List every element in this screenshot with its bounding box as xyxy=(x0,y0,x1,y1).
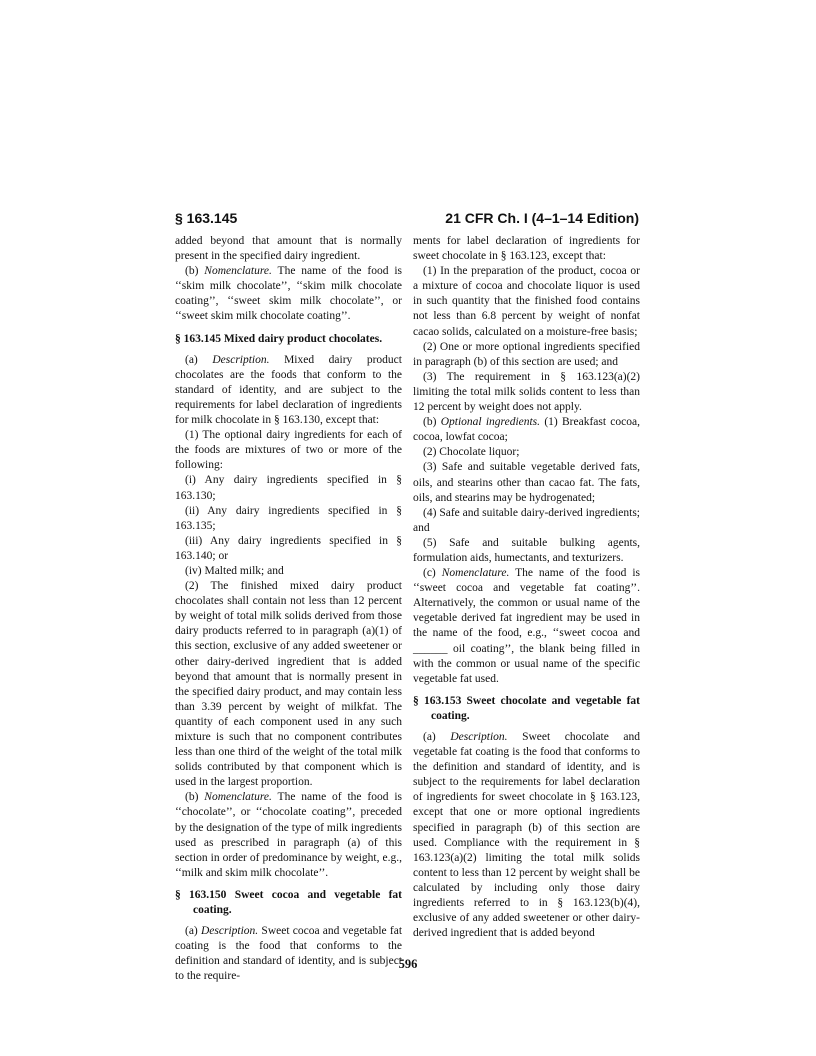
paragraph: (iv) Malted milk; and xyxy=(185,564,284,577)
paragraph: (2) The finished mixed dairy product chocolates shall contain not less than 12 percent by weight of total milk solids derived from those dairy products referred to in paragraph (a)(1) of this section, exclusive of any added sweetener or other dairy-derived ingredient that is added beyond that amount that is normally present in the specified dairy product, and may contain less than 3.39 percent by weight of milkfat. The quantity of each component used in any such mixture is such that no component contributes less than one third of the weight of the total milk solids contributed by that component which is used in the largest proportion. xyxy=(175,580,402,789)
paragraph: ments for label declaration of ingredients for sweet chocolate in § 163.123, except that: xyxy=(413,235,640,263)
paragraph: (3) The requirement in § 163.123(a)(2) limiting the total milk solids content to less than 12 percent by weight does not apply. xyxy=(413,370,640,414)
paragraph-label: (b) xyxy=(423,416,437,429)
paragraph-text: The name of the food is ‘‘sweet cocoa and vegetable fat coating’’. Alternatively, the common or usual name of the vegetable derived fat ingredient may be used in the name of the food, e.g., ‘‘sweet cocoa and ______ oil coating’’, the blank being filled in with the common or usual name of the specific vegetable fat used. xyxy=(413,567,640,685)
paragraph: (4) Safe and suitable dairy-derived ingredients; and xyxy=(413,506,640,534)
paragraph xyxy=(413,566,640,687)
paragraph-heading: Nomenclature. xyxy=(441,567,510,580)
paragraph-heading: Nomenclature. xyxy=(204,265,272,278)
paragraph-label: (b) xyxy=(185,791,199,804)
paragraph-heading: Nomenclature. xyxy=(204,791,272,804)
paragraph-text: Sweet chocolate and vegetable fat coating is the food that conforms to the definition and standard of identity, and is subject to the requirements for label declaration of ingredients for sweet chocolate in § 163.123, except that one or more optional ingredients specified in paragraph (b) of this section are used. Compliance with the requirement in § 163.123(a)(2) limiting the total milk solids content to less than 12 percent by weight shall be calculated by including only those dairy ingredients referred to in § 163.123(b)(4), exclusive of any added sweetener or other dairy-derived ingredient that is added beyond xyxy=(413,731,641,940)
paragraph xyxy=(175,924,402,984)
paragraph xyxy=(175,353,402,428)
paragraph: (2) Chocolate liquor; xyxy=(423,446,520,459)
paragraph-text: Mixed dairy product chocolates are the foods that conform to the standard of identity, and are subject to the requirements for label declaration of ingredients for milk chocolate in § 163.130, except that: xyxy=(175,353,402,427)
paragraph-label: (a) xyxy=(185,925,198,938)
paragraph: added beyond that amount that is normally present in the specified dairy ingredient. xyxy=(175,235,402,263)
paragraph-heading: Optional ingredients. xyxy=(440,416,541,429)
running-header-edition: 21 CFR Ch. I (4–1–14 Edition) xyxy=(445,210,639,226)
paragraph-heading: Description. xyxy=(201,925,259,938)
section-heading-163-153: § 163.153 Sweet chocolate and vegetable fat coating. xyxy=(413,694,640,722)
section-heading-163-145: § 163.145 Mixed dairy product chocolates. xyxy=(175,332,383,345)
paragraph: (i) Any dairy ingredients specified in § 163.130; xyxy=(175,474,402,502)
paragraph-text: The name of the food is ‘‘chocolate’’, or ‘‘chocolate coating’’, preceded by the designation of the type of milk ingredients used as prescribed in paragraph (a) of this section in order of predominance by weight, e.g., ‘‘milk and skim milk chocolate’’. xyxy=(175,791,402,879)
paragraph xyxy=(175,264,402,324)
section-heading-163-150: § 163.150 Sweet cocoa and vegetable fat coating. xyxy=(175,888,402,917)
paragraph-heading: Description. xyxy=(212,353,270,366)
left-column xyxy=(175,234,402,985)
paragraph: (2) One or more optional ingredients specified in paragraph (b) of this section are used; and xyxy=(413,340,640,368)
paragraph-text: The name of the food is ‘‘skim milk chocolate’’, ‘‘skim milk chocolate coating’’, ‘‘sweet skim milk chocolate’’, or ‘‘sweet skim milk chocolate coating’’. xyxy=(175,265,402,323)
paragraph-label: (a) xyxy=(423,731,436,743)
paragraph: (5) Safe and suitable bulking agents, formulation aids, humectants, and texturizers. xyxy=(413,536,640,564)
paragraph: (3) Safe and suitable vegetable derived fats, oils, and stearins other than cacao fat. The fats, oils, and stearins may be hydrogenated; xyxy=(413,461,640,504)
paragraph: (1) The optional dairy ingredients for each of the foods are mixtures of two or more of the following: xyxy=(175,429,402,472)
right-column xyxy=(413,234,640,941)
paragraph xyxy=(413,415,640,445)
paragraph xyxy=(175,790,402,881)
paragraph: (1) In the preparation of the product, cocoa or a mixture of cocoa and chocolate liquor is used in such quantity that the finished food contains not less than 6.8 percent by weight of nonfat cacao solids, calculated on a moisture-free basis; xyxy=(413,265,640,338)
running-header-section: § 163.145 xyxy=(175,210,238,226)
paragraph-label: (c) xyxy=(423,567,436,580)
paragraph-text: (1) Breakfast cocoa, cocoa, lowfat cocoa; xyxy=(413,416,640,444)
paragraph-label: (b) xyxy=(185,265,199,278)
paragraph-label: (a) xyxy=(185,353,198,366)
paragraph-heading: Description. xyxy=(450,731,508,743)
paragraph: (ii) Any dairy ingredients specified in § 163.135; xyxy=(175,504,402,532)
paragraph-text: Sweet cocoa and vegetable fat coating is the food that conforms to the definition and standard of identity, and is subject to the require- xyxy=(175,925,403,983)
paragraph: (iii) Any dairy ingredients specified in § 163.140; or xyxy=(175,534,402,562)
paragraph xyxy=(413,730,640,941)
page-number: 596 xyxy=(398,957,418,971)
